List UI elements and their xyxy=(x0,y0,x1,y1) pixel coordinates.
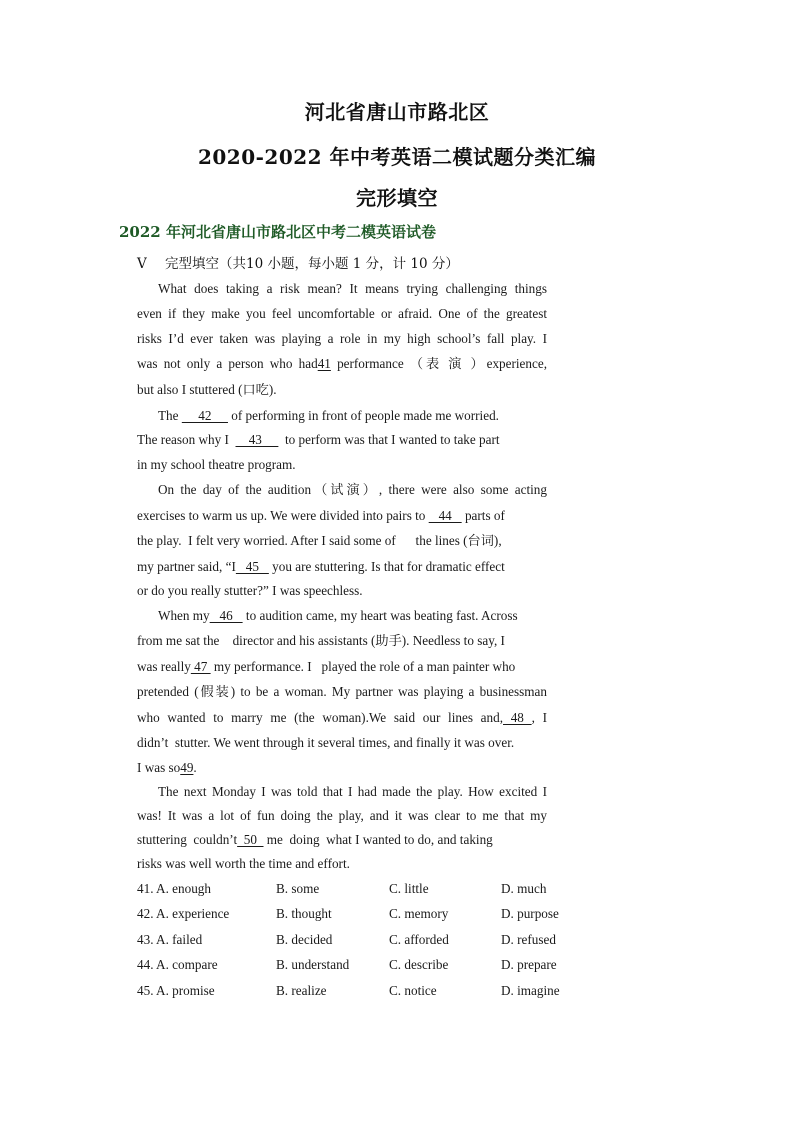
section-heading xyxy=(137,252,459,272)
passage-line: When my 46 to audition came, my heart was beating fast. Across xyxy=(158,608,518,623)
option-b[interactable]: B. thought xyxy=(276,906,332,921)
option-a[interactable]: 42. A. experience xyxy=(137,906,230,921)
passage-line: in my school theatre program. xyxy=(137,457,296,472)
option-d[interactable]: D. refused xyxy=(501,932,556,947)
option-d[interactable]: D. imagine xyxy=(501,983,560,998)
option-c[interactable]: C. afforded xyxy=(389,932,449,947)
passage-line: The reason why I 43 to perform was that I wanted to take part xyxy=(137,432,500,447)
option-d[interactable]: D. purpose xyxy=(501,906,559,921)
blank-46: 46 xyxy=(209,608,243,623)
option-c[interactable]: C. little xyxy=(389,881,429,896)
passage-line: pretended (假装) to be a woman. My partner was playing a businessman xyxy=(137,684,547,699)
question-42-options xyxy=(137,905,597,923)
option-d[interactable]: D. much xyxy=(501,881,547,896)
passage-line: risks I’d ever taken was playing a role in my high school’s fall play. I xyxy=(137,331,547,346)
section-title: 完型填空（共10 小题，每小题 1 分，计 10 分） xyxy=(165,256,459,272)
option-d[interactable]: D. prepare xyxy=(501,957,557,972)
exam-subheading: 2022 年河北省唐山市路北区中考二模英语试卷 xyxy=(119,223,436,241)
document-title-topic: 2020-2022 年中考英语二模试题分类汇编 xyxy=(197,145,597,169)
option-a[interactable]: 41. A. enough xyxy=(137,881,211,896)
passage-line: was not only a person who had41 performance （表 演 ）experience, xyxy=(137,356,547,371)
passage-line: or do you really stutter?” I was speechless. xyxy=(137,583,363,598)
blank-49: 49 xyxy=(180,760,194,775)
option-b[interactable]: B. some xyxy=(276,881,320,896)
passage-line: exercises to warm us up. We were divided into pairs to 44 parts of xyxy=(137,508,505,523)
passage-line: but also I stuttered (口吃). xyxy=(137,382,277,397)
document-title-section: 完形填空 xyxy=(356,186,438,210)
blank-50: 50 xyxy=(237,832,264,847)
passage-line: risks was well worth the time and effort. xyxy=(137,856,350,871)
passage-line: On the day of the audition（试演）, there were also some acting xyxy=(158,482,547,497)
passage-line: was really 47 my performance. I played the role of a man painter who xyxy=(137,659,516,674)
question-44-options xyxy=(137,956,597,974)
option-a[interactable]: 45. A. promise xyxy=(137,983,215,998)
document-title-region: 河北省唐山市路北区 xyxy=(304,100,490,124)
question-43-options xyxy=(137,931,597,949)
passage-line: I was so49. xyxy=(137,760,197,775)
question-45-options xyxy=(137,982,597,1000)
passage-line: didn’t stutter. We went through it several times, and finally it was over. xyxy=(137,735,515,750)
passage-line: my partner said, “I 45 you are stuttering. Is that for dramatic effect xyxy=(137,559,505,574)
option-c[interactable]: C. notice xyxy=(389,983,437,998)
blank-41: 41 xyxy=(317,356,331,371)
passage-line: The 42 of performing in front of people made me worried. xyxy=(158,408,499,423)
blank-45: 45 xyxy=(235,559,269,574)
passage-line: The next Monday I was told that I had made the play. How excited I xyxy=(158,784,547,799)
blank-43: 43 xyxy=(235,432,279,447)
option-a[interactable]: 44. A. compare xyxy=(137,957,218,972)
option-a[interactable]: 43. A. failed xyxy=(137,932,203,947)
option-b[interactable]: B. realize xyxy=(276,983,327,998)
passage-line: the play. I felt very worried. After I said some of the lines (台词), xyxy=(137,533,502,548)
question-41-options xyxy=(137,880,597,898)
passage-line: What does taking a risk mean? It means trying challenging things xyxy=(158,281,547,296)
passage-line: who wanted to marry me (the woman).We said our lines and, 48 , I xyxy=(137,710,547,725)
blank-47: 47 xyxy=(190,659,211,674)
passage-line: from me sat the director and his assistants (助手). Needless to say, I xyxy=(137,633,505,648)
blank-44: 44 xyxy=(428,508,462,523)
passage-line: even if they make you feel uncomfortable or afraid. One of the greatest xyxy=(137,306,547,321)
option-c[interactable]: C. describe xyxy=(389,957,449,972)
blank-42: 42 xyxy=(181,408,228,423)
section-numeral: V xyxy=(137,256,147,272)
option-b[interactable]: B. understand xyxy=(276,957,350,972)
passage-line: stuttering couldn’t 50 me doing what I wanted to do, and taking xyxy=(137,832,493,847)
option-c[interactable]: C. memory xyxy=(389,906,449,921)
passage-line: was! It was a lot of fun doing the play, and it was clear to me that my xyxy=(137,808,547,823)
option-b[interactable]: B. decided xyxy=(276,932,333,947)
blank-48: 48 xyxy=(503,710,532,725)
